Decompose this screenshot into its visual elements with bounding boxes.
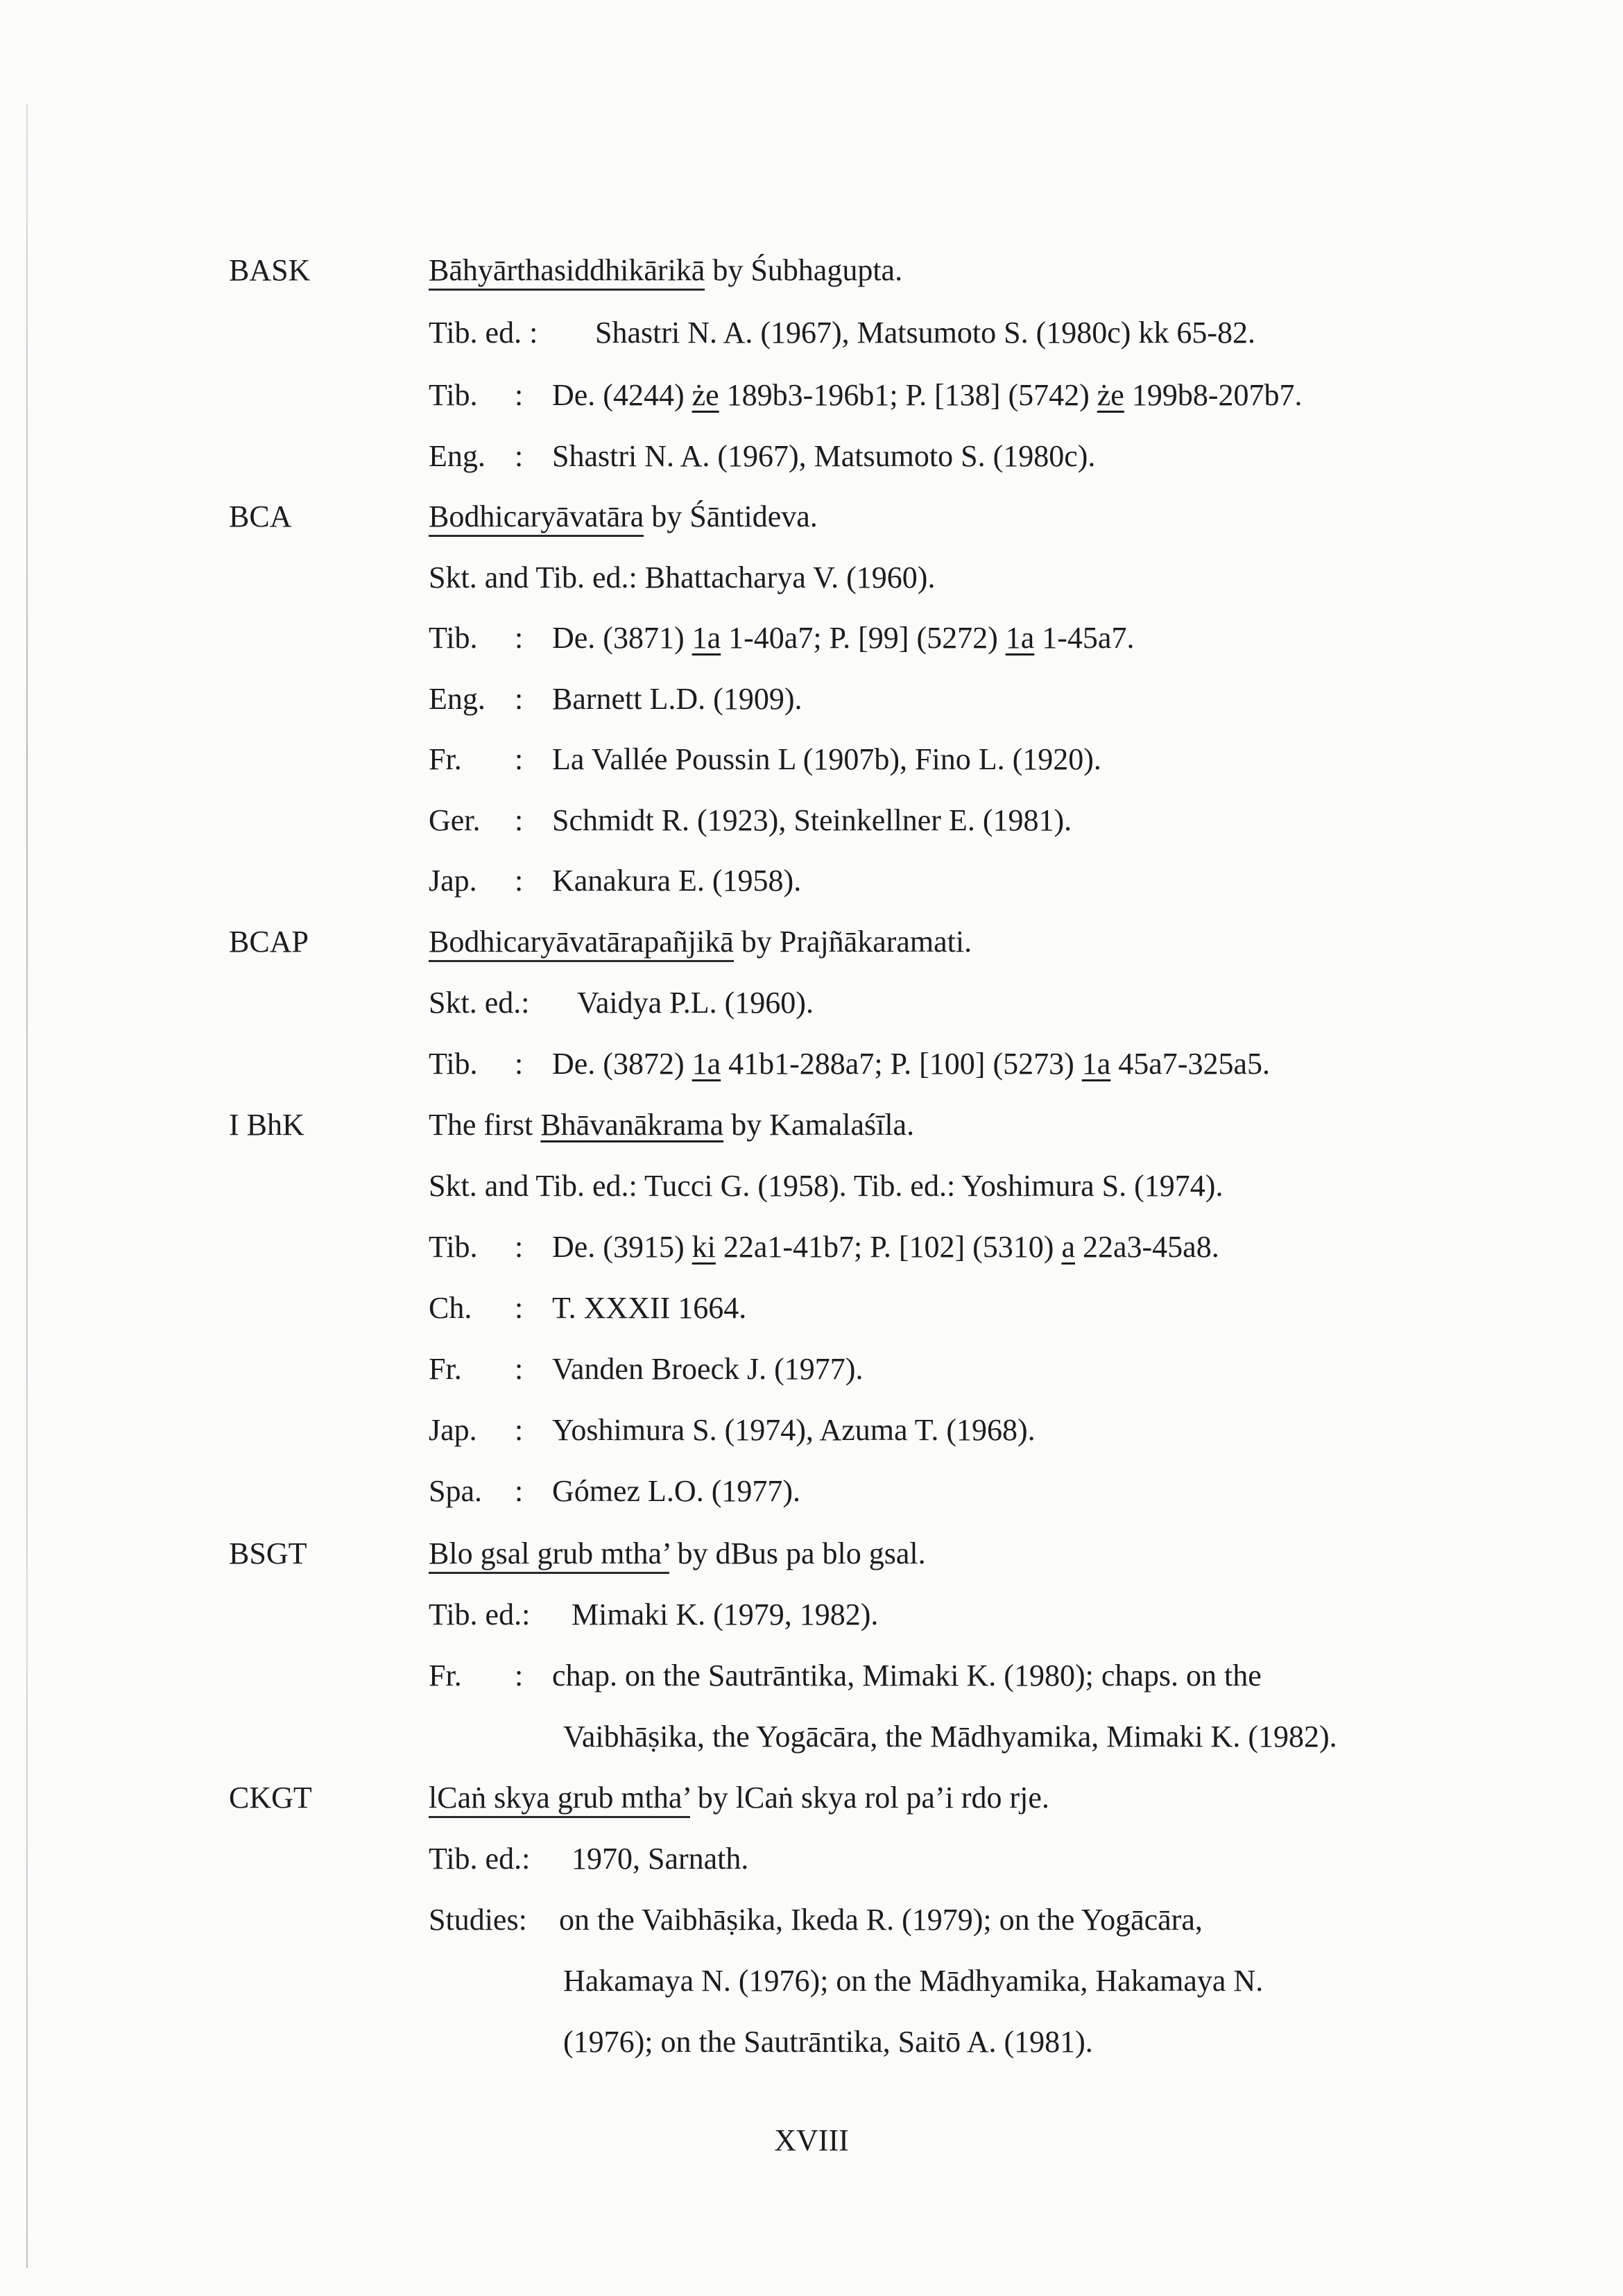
ref-label: Skt. and Tib. ed.:: [429, 560, 637, 594]
entry-title-line: [429, 250, 902, 291]
ref-sep: :: [515, 803, 524, 837]
ref-text: Gómez L.O. (1977).: [552, 1474, 801, 1508]
entry-title: Bhāvanākrama: [540, 1108, 724, 1142]
entry-author: by Śāntideva.: [651, 499, 818, 533]
ref-sep: :: [515, 1413, 524, 1447]
ref-sep: :: [515, 1352, 524, 1386]
ref-label: Tib. ed.:: [429, 1597, 531, 1631]
ref-text: Vanden Broeck J. (1977).: [552, 1352, 864, 1386]
entry-author: by Śubhagupta.: [712, 253, 903, 287]
ref-sep: :: [515, 1291, 524, 1325]
ref-label: Ger.: [429, 803, 481, 837]
ref-label: Ch.: [429, 1291, 472, 1325]
ref-text: Shastri N. A. (1967), Matsumoto S. (1980c).: [552, 439, 1096, 473]
ref-volume: 1a: [692, 1047, 721, 1081]
ref-sep: :: [515, 439, 524, 473]
ref-text: Kanakura E. (1958).: [552, 864, 802, 898]
ref-sep: :: [515, 1474, 524, 1508]
ref-label: Tib. ed.:: [429, 1842, 531, 1876]
entry-abbreviation: I BhK: [229, 1108, 304, 1142]
entry-title: Bodhicaryāvatārapañjikā: [429, 925, 734, 962]
entry-abbreviation: BCA: [229, 499, 292, 533]
ref-label: Skt. ed.:: [429, 986, 530, 1020]
ref-text: chap. on the Sautrāntika, Mimaki K. (1980); chaps. on the: [552, 1659, 1262, 1693]
ref-pre: De. (3872): [552, 1047, 685, 1081]
ref-volume: że: [1097, 378, 1124, 412]
ref-label: Jap.: [429, 864, 477, 898]
ref-text: Shastri N. A. (1967), Matsumoto S. (1980c) kk 65-82.: [595, 316, 1256, 350]
ref-post: 45a7-325a5.: [1118, 1047, 1270, 1081]
ref-volume: 1a: [1005, 621, 1035, 655]
ref-text: on the Vaibhāṣika, Ikeda R. (1979); on the Yogācāra,: [559, 1903, 1203, 1937]
ref-continuation: Vaibhāṣika, the Yogācāra, the Mādhyamika, Mimaki K. (1982).: [563, 1720, 1337, 1754]
ref-sep: :: [515, 742, 524, 776]
ref-text: Mimaki K. (1979, 1982).: [572, 1597, 879, 1631]
entry-title: Blo gsal grub mtha’: [429, 1536, 669, 1574]
entry-author: by Prajñākaramati.: [741, 925, 972, 959]
ref-label: Eng.: [429, 682, 486, 716]
ref-label: Tib.: [429, 1230, 478, 1264]
page-margin-line: [26, 104, 28, 2268]
ref-label: Spa.: [429, 1474, 482, 1508]
ref-label: Skt. and Tib. ed.:: [429, 1169, 637, 1203]
ref-label: Tib.: [429, 621, 478, 655]
entry-title: Bodhicaryāvatāra: [429, 499, 644, 537]
ref-sep: :: [515, 621, 524, 655]
ref-sep: :: [515, 1659, 524, 1693]
ref-label: Tib.: [429, 1047, 478, 1081]
ref-text: La Vallée Poussin L (1907b), Fino L. (1920).: [552, 742, 1101, 776]
ref-post: 199b8-207b7.: [1131, 378, 1303, 412]
ref-text: Schmidt R. (1923), Steinkellner E. (1981).: [552, 803, 1072, 837]
ref-volume: ki: [692, 1230, 716, 1264]
ref-pre: De. (4244): [552, 378, 685, 412]
entry-abbreviation: BCAP: [229, 925, 309, 959]
entry-author: by lCaṅ skya rol pa’i rdo rje.: [697, 1781, 1049, 1815]
ref-post: 22a3-45a8.: [1082, 1230, 1219, 1264]
entry-abbreviation: CKGT: [229, 1781, 312, 1815]
ref-volume: 1a: [692, 621, 721, 655]
ref-post: 1-45a7.: [1042, 621, 1135, 655]
ref-text: Yoshimura S. (1974), Azuma T. (1968).: [552, 1413, 1036, 1447]
ref-continuation: Hakamaya N. (1976); on the Mādhyamika, Hakamaya N.: [563, 1964, 1264, 1998]
ref-text: Tucci G. (1958). Tib. ed.: Yoshimura S. (1974).: [644, 1169, 1223, 1203]
ref-label: Studies:: [429, 1903, 527, 1937]
ref-label: Fr.: [429, 1352, 462, 1386]
ref-volume: a: [1061, 1230, 1075, 1264]
entry-title: lCaṅ skya grub mtha’: [429, 1781, 690, 1818]
ref-text: T. XXXII 1664.: [552, 1291, 747, 1325]
ref-label: Fr.: [429, 742, 462, 776]
ref-volume: że: [692, 378, 719, 412]
ref-sep: :: [515, 864, 524, 898]
ref-label: Eng.: [429, 439, 486, 473]
ref-label: Fr.: [429, 1659, 462, 1693]
entry-author: by Kamalaśīla.: [731, 1108, 915, 1142]
ref-pre: De. (3915): [552, 1230, 685, 1264]
ref-mid: 1-40a7; P. [99] (5272): [728, 621, 998, 655]
entry-abbreviation: BSGT: [229, 1536, 307, 1570]
entry-author: by dBus pa blo gsal.: [677, 1536, 926, 1570]
entry-abbreviation: BASK: [229, 253, 311, 287]
ref-volume: 1a: [1081, 1047, 1111, 1081]
ref-sep: :: [515, 1230, 524, 1264]
ref-text: Bhattacharya V. (1960).: [644, 560, 936, 594]
ref-text: 1970, Sarnath.: [572, 1842, 749, 1876]
ref-mid: 41b1-288a7; P. [100] (5273): [728, 1047, 1074, 1081]
ref-label: Tib. ed. :: [429, 316, 538, 350]
ref-mid: 189b3-196b1; P. [138] (5742): [726, 378, 1090, 412]
ref-label: Jap.: [429, 1413, 477, 1447]
ref-sep: :: [515, 1047, 524, 1081]
ref-continuation: (1976); on the Sautrāntika, Saitō A. (1981).: [563, 2025, 1093, 2059]
ref-mid: 22a1-41b7; P. [102] (5310): [723, 1230, 1054, 1264]
entry-title-prefix: The first: [429, 1108, 533, 1142]
ref-sep: :: [515, 378, 524, 412]
ref-text: Vaidya P.L. (1960).: [577, 986, 814, 1020]
ref-sep: :: [515, 682, 524, 716]
ref-text: Barnett L.D. (1909).: [552, 682, 802, 716]
page-number: XVIII: [774, 2123, 849, 2157]
ref-pre: De. (3871): [552, 621, 685, 655]
entry-title: Bāhyārthasiddhikārikā: [429, 253, 705, 291]
ref-label: Tib.: [429, 378, 478, 412]
